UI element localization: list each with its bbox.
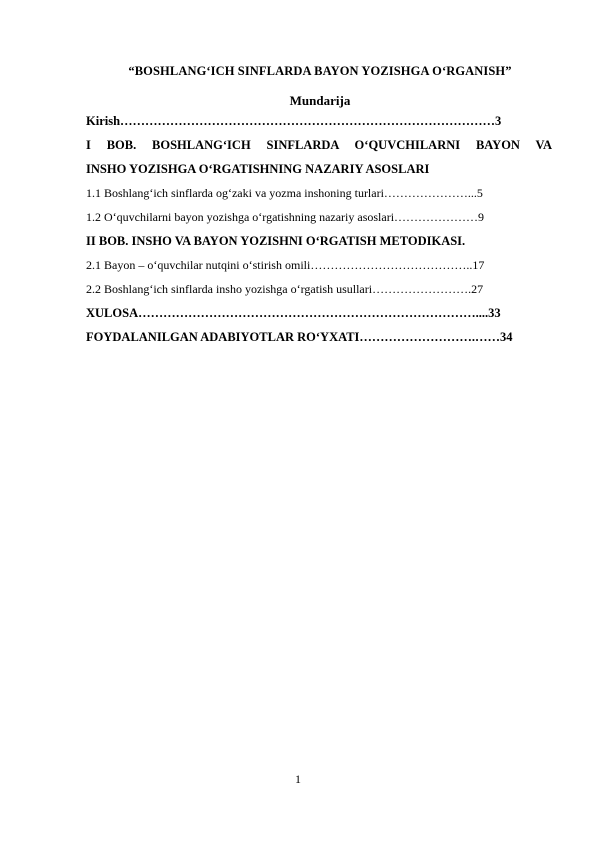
toc-entry-conclusion: XULOSA………………………………………………………………………....33: [86, 306, 501, 320]
page-number: 1: [295, 772, 301, 786]
toc-entry-chapter-2: II BOB. INSHO VA BAYON YOZISHNI O‘RGATISH METODIKASI.: [86, 234, 466, 248]
toc-entry-chapter-1-line-2: INSHO YOZISHGA O‘RGATISHNING NAZARIY ASOSLARI: [86, 162, 430, 176]
toc-entry-section-1-2: 1.2 O‘quvchilarni bayon yozishga o‘rgatishning nazariy asoslari…………………9: [86, 210, 485, 224]
document-title: “BOSHLANG‘ICH SINFLARDA BAYON YOZISHGA O‘RGANISH”: [128, 64, 512, 78]
toc-heading: Mundarija: [289, 93, 351, 108]
toc-entry-references: FOYDALANILGAN ADABIYOTLAR RO‘YXATI……………………….……34: [86, 330, 513, 344]
toc-entry-chapter-1-line-1: I BOB. BOSHLANG‘ICH SINFLARDA O‘QUVCHILARNI BAYON VA: [86, 138, 552, 152]
toc-entry-section-2-2: 2.2 Boshlang‘ich sinflarda insho yozishga o‘rgatish usullari…………………….27: [86, 282, 484, 296]
toc-entry-introduction: Kirish………………………………………………………………………………3: [86, 114, 502, 128]
toc-entry-section-1-1: 1.1 Boshlang‘ich sinflarda og‘zaki va yozma inshoning turlari…………………...5: [86, 186, 483, 200]
toc-entry-section-2-1: 2.1 Bayon – o‘quvchilar nutqini o‘stirish omili…………………………………..17: [86, 258, 485, 272]
